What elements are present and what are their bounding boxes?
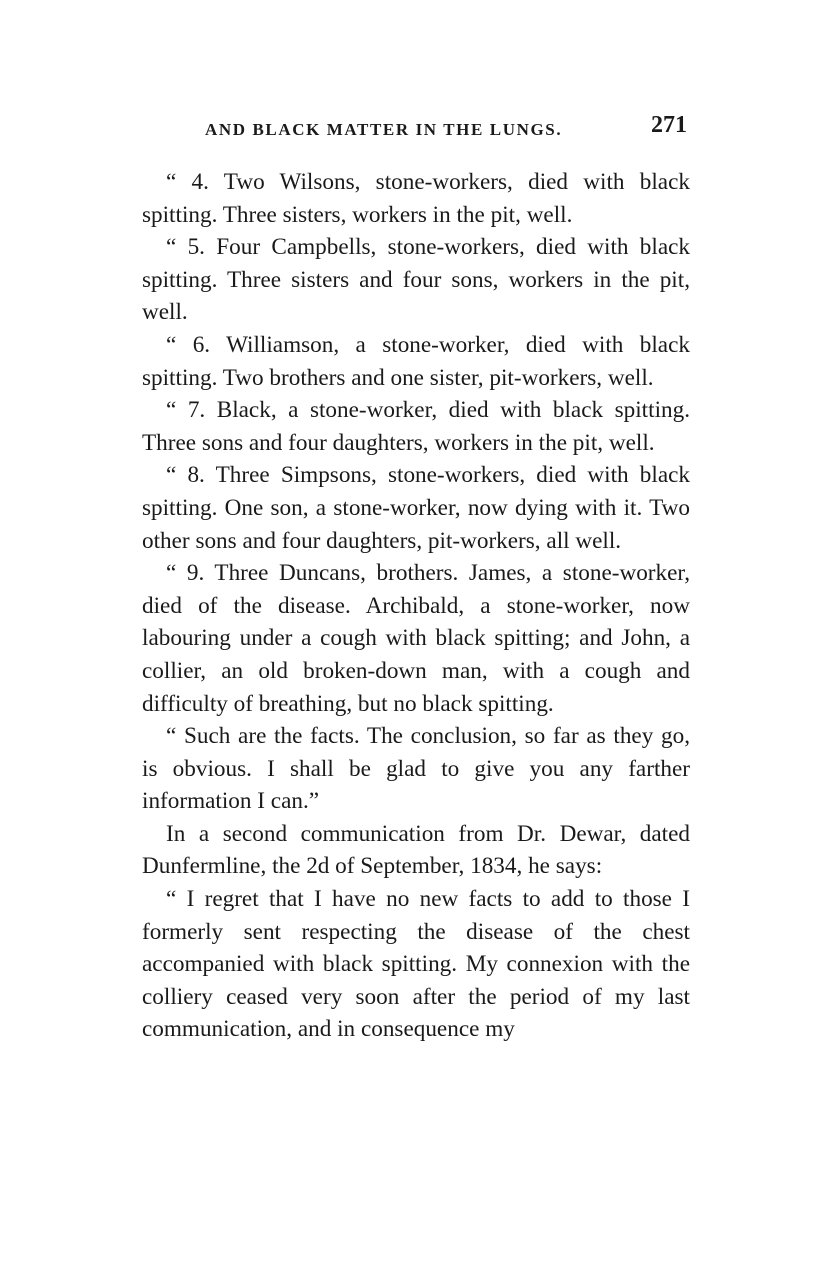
paragraph-second-communication: In a second communication from Dr. Dewar, dated Dunfermline, the 2d of September, 1834, he says:	[142, 820, 690, 880]
page-number: 271	[651, 112, 687, 138]
paragraph-case-9: “ 9. Three Duncans, brothers. James, a stone-worker, died of the disease. Archibald, a stone-worker, now labouring under a cough with black spitting; and John, a collier, an old broken-down man, with a cough and difficulty of breathing, but no black spitting.	[142, 560, 690, 717]
paragraph-quoted-letter: “ I regret that I have no new facts to add to those I formerly sent respecting the disease of the chest accompanied with black spitting. My connexion with the colliery ceased very soon after the period of my last communication, and in consequence my	[142, 886, 690, 1043]
paragraph-case-5: “ 5. Four Campbells, stone-workers, died with black spitting. Three sisters and four sons, workers in the pit, well.	[142, 234, 690, 326]
running-head	[205, 112, 687, 146]
paragraph-conclusion: “ Such are the facts. The conclusion, so far as they go, is obvious. I shall be glad to give you any farther information I can.”	[142, 723, 690, 815]
paragraph-case-4: “ 4. Two Wilsons, stone-workers, died with black spitting. Three sisters, workers in the pit, well.	[142, 169, 690, 228]
body-text	[142, 166, 690, 1046]
paragraph-case-8: “ 8. Three Simpsons, stone-workers, died with black spitting. One son, a stone-worker, now dying with it. Two other sons and four daughters, pit-workers, all well.	[142, 462, 690, 554]
paragraph-case-7: “ 7. Black, a stone-worker, died with black spitting. Three sons and four daughters, workers in the pit, well.	[142, 397, 690, 456]
paragraph-case-6: “ 6. Williamson, a stone-worker, died with black spitting. Two brothers and one sister, pit-workers, well.	[142, 331, 690, 391]
running-title: AND BLACK MATTER IN THE LUNGS.	[205, 120, 563, 139]
